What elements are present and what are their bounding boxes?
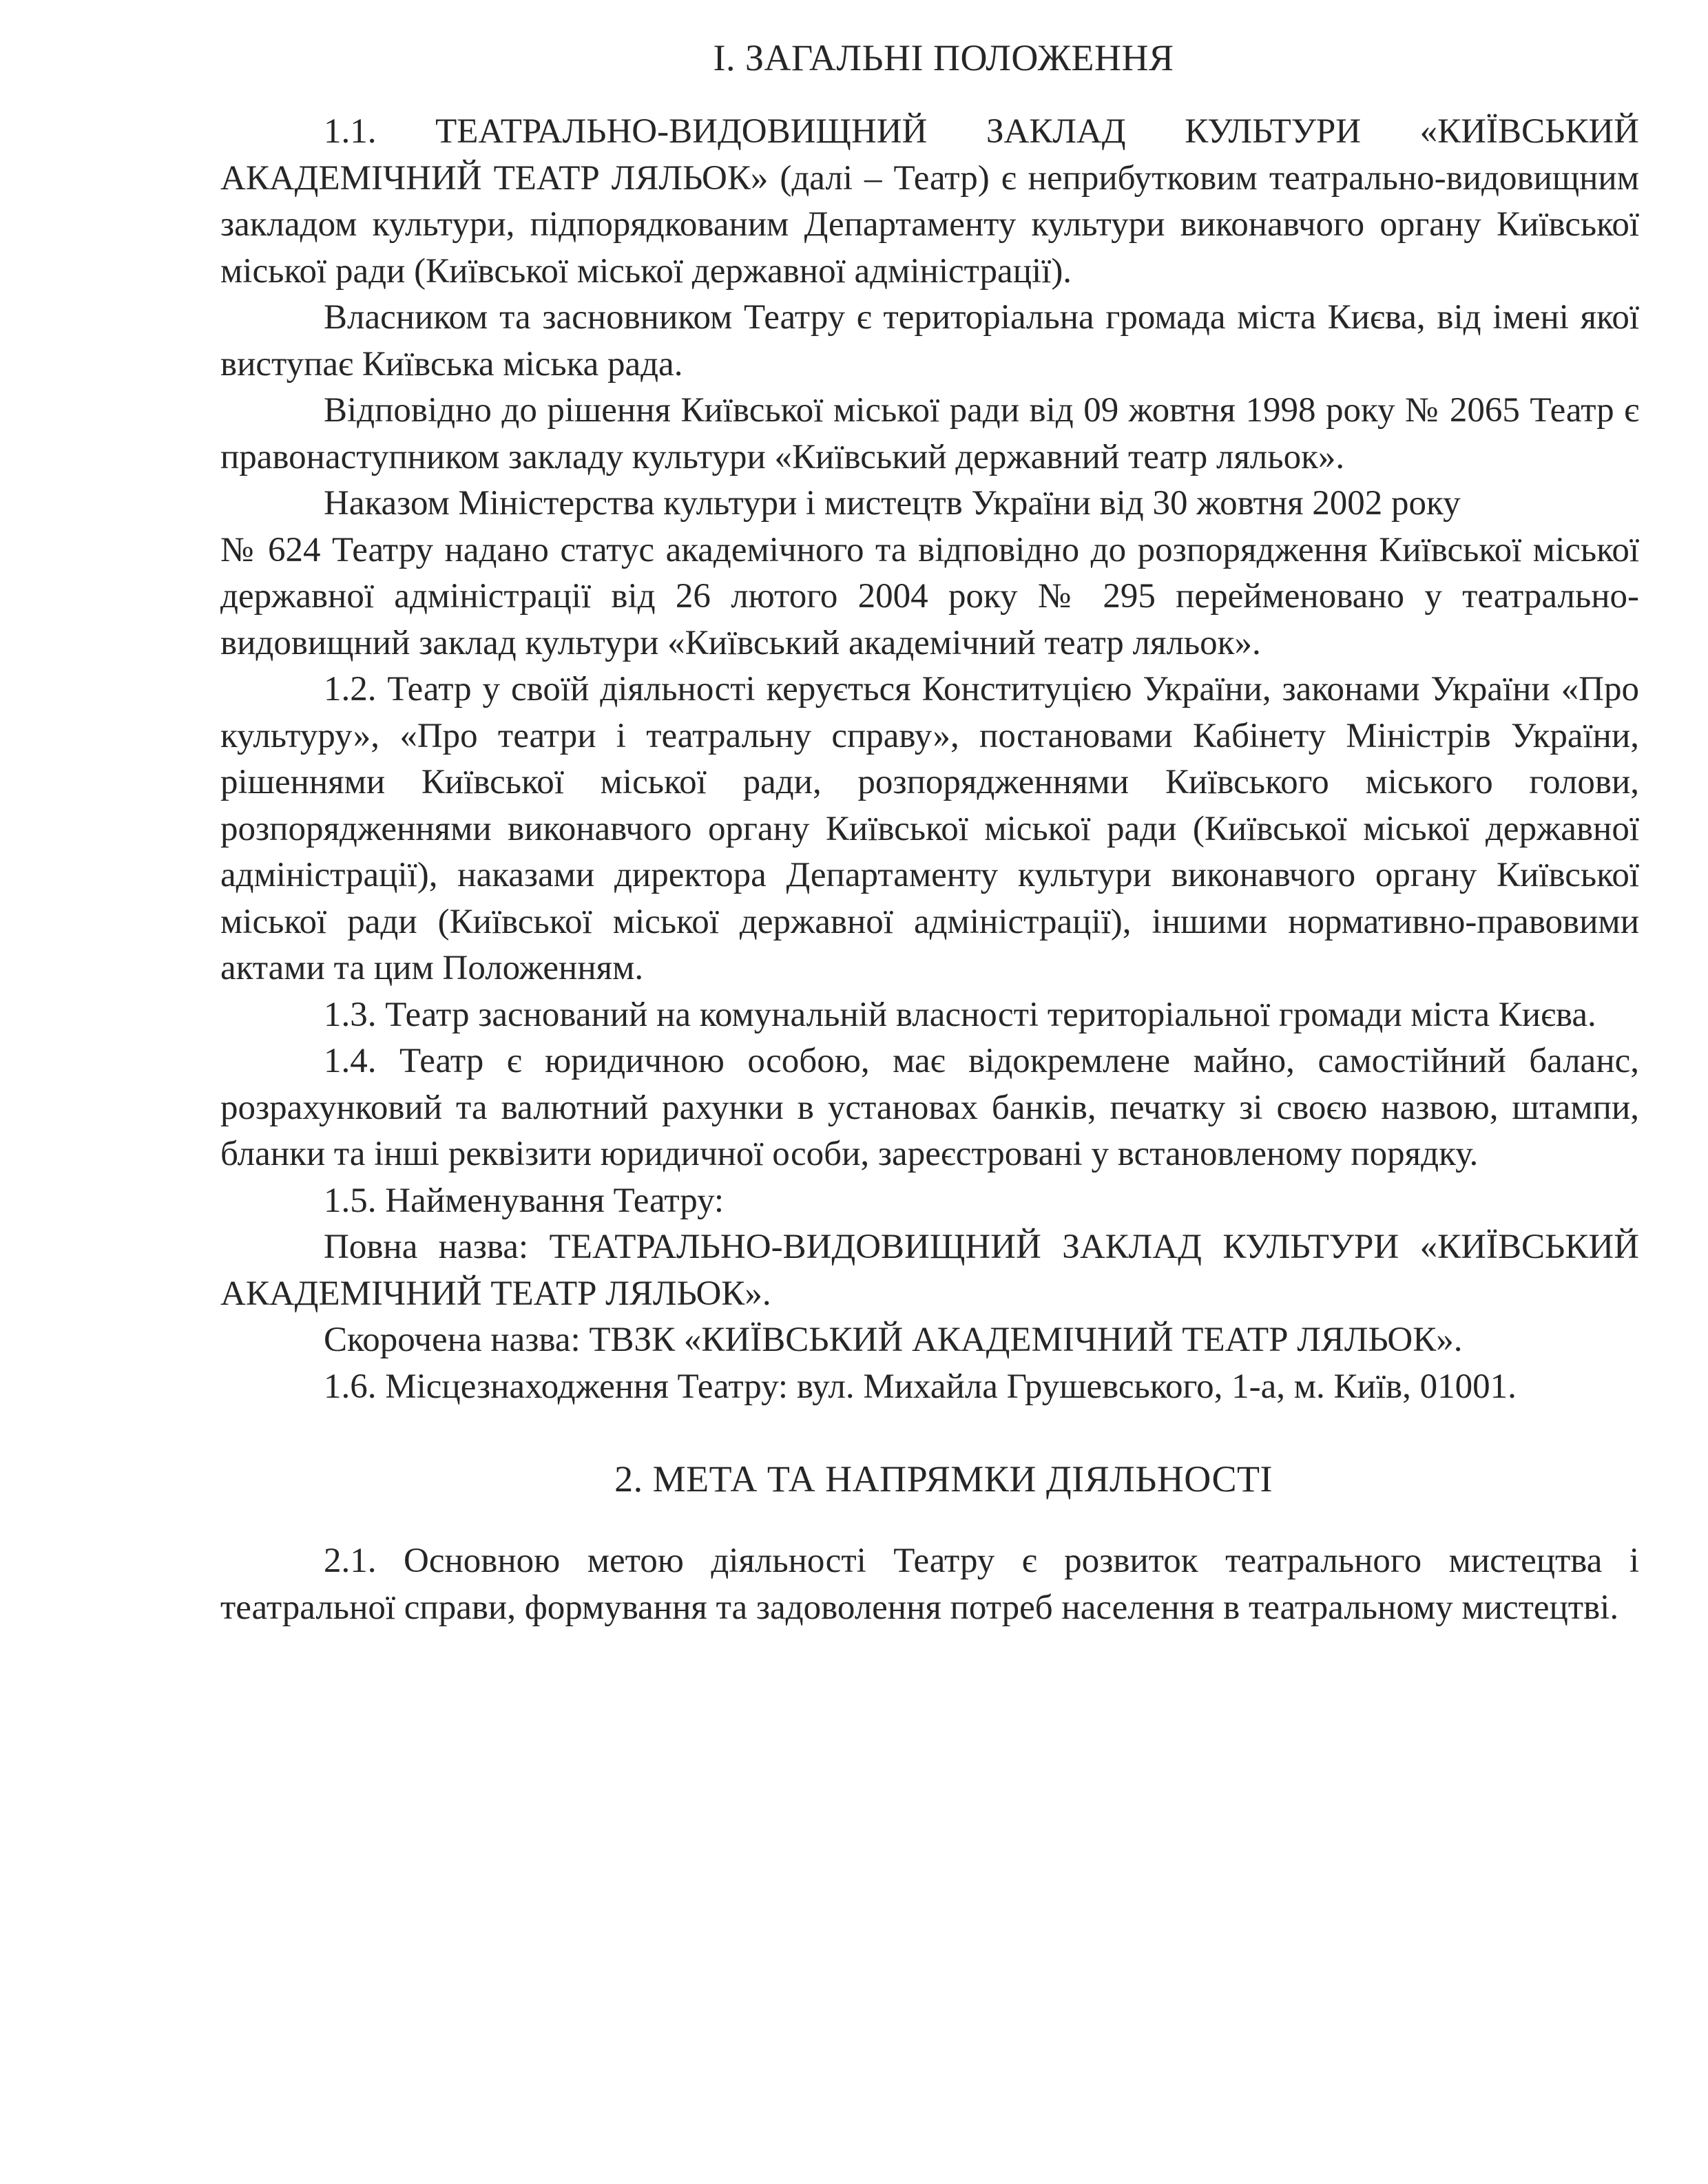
paragraph-order-ministry: Наказом Міністерства культури і мистецтв України від 30 жовтня 2002 року <box>324 484 1461 523</box>
paragraph-short-name: Скорочена назва: ТВЗК «КИЇВСЬКИЙ АКАДЕМІЧНИЙ ТЕАТР ЛЯЛЬОК». <box>324 1321 1463 1359</box>
section-1-heading: І. ЗАГАЛЬНІ ПОЛОЖЕННЯ <box>713 37 1174 78</box>
section-2-heading: 2. МЕТА ТА НАПРЯМКИ ДІЯЛЬНОСТІ <box>614 1458 1273 1500</box>
paragraph-1-2: 1.2. Театр у своїй діяльності керується Конституцією України, законами України «Про культуру», «Про театри і театральну справу», постановами Кабінету Міністрів України, рішеннями Київської міської ради, розпорядженнями Київського міського голови, розпорядженнями виконавчого органу Київської міської ради (Київської міської державної адміністрації), наказами директора Департаменту культури виконавчого органу Київської міської ради (Київської міської державної адміністрації), іншими нормативно-правовими актами та цим Положенням. <box>220 670 1639 987</box>
paragraph-full-name: Повна назва: ТЕАТРАЛЬНО-ВИДОВИЩНИЙ ЗАКЛАД КУЛЬТУРИ «КИЇВСЬКИЙ АКАДЕМІЧНИЙ ТЕАТР ЛЯЛЬОК». <box>220 1228 1639 1313</box>
paragraph-1-6: 1.6. Місцезнаходження Театру: вул. Михайла Грушевського, 1-а, м. Київ, 01001. <box>324 1367 1517 1406</box>
paragraph-1-1: 1.1. ТЕАТРАЛЬНО-ВИДОВИЩНИЙ ЗАКЛАД КУЛЬТУРИ «КИЇВСЬКИЙ АКАДЕМІЧНИЙ ТЕАТР ЛЯЛЬОК» (далі – Театр) є неприбутковим театрально-видовищним закладом культури, підпорядкованим Департаменту культури виконавчого органу Київської міської ради (Київської міської державної адміністрації). <box>220 112 1639 291</box>
paragraph-1-5: 1.5. Найменування Театру: <box>324 1181 725 1220</box>
paragraph-academic-status: № 624 Театру надано статус академічного та відповідно до розпорядження Київської міської державної адміністрації від 26 лютого 2004 року № 295 перейменовано у театрально-видовищний заклад культури «Київський академічний театр ляльок». <box>220 530 1639 662</box>
paragraph-1-4: 1.4. Театр є юридичною особою, має відокремлене майно, самостійний баланс, розрахунковий та валютний рахунки в установах банків, печатку зі своєю назвою, штампи, бланки та інші реквізити юридичної особи, зареєстровані у встановленому порядку. <box>220 1042 1639 1173</box>
paragraph-succession: Відповідно до рішення Київської міської ради від 09 жовтня 1998 року № 2065 Театр є правонаступником закладу культури «Київський державний театр ляльок». <box>220 391 1639 476</box>
paragraph-1-3: 1.3. Театр заснований на комунальній власності територіальної громади міста Києва. <box>324 995 1596 1034</box>
paragraph-owner: Власником та засновником Театру є територіальна громада міста Києва, від імені якої виступає Київська міська рада. <box>220 298 1639 384</box>
paragraph-2-1: 2.1. Основною метою діяльності Театру є розвиток театрального мистецтва і театральної справи, формування та задоволення потреб населення в театральному мистецтві. <box>220 1542 1639 1627</box>
